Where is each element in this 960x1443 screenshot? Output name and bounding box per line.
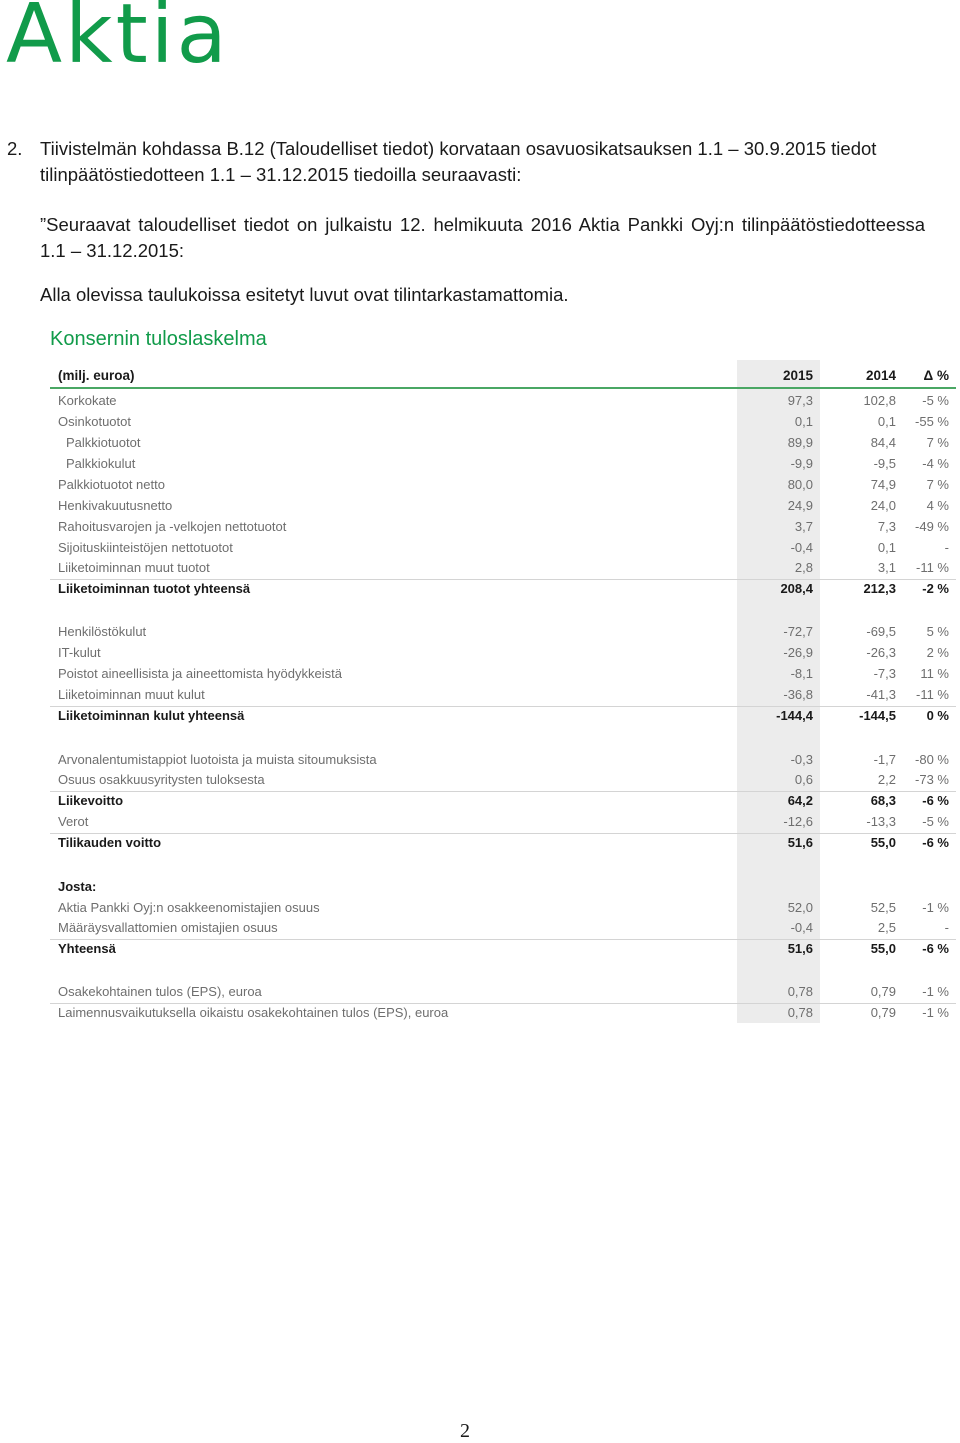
value-change: -55 % — [915, 414, 949, 429]
value-2015: 0,1 — [794, 414, 813, 429]
value-2014: 102,8 — [863, 393, 896, 408]
table-subheading — [50, 877, 956, 898]
value-change: 11 % — [920, 666, 949, 681]
table-row — [50, 475, 956, 496]
value-2015: 52,0 — [787, 900, 813, 915]
value-2015: 97,3 — [787, 393, 813, 408]
table-row — [50, 685, 956, 707]
row-label: Poistot aineellisista ja aineettomista hyödykkeistä — [58, 666, 342, 681]
value-2014: 212,3 — [863, 581, 896, 596]
value-2014: 0,1 — [877, 540, 896, 555]
row-label: Osinkotuotot — [58, 414, 131, 429]
table-row — [50, 412, 956, 433]
value-2015: 0,6 — [794, 772, 813, 787]
table-row — [50, 454, 956, 475]
table-row — [50, 643, 956, 664]
row-label: Osuus osakkuusyritysten tuloksesta — [58, 772, 265, 787]
page-number: 2 — [460, 1420, 470, 1442]
row-label: Korkokate — [58, 393, 117, 408]
table-row — [50, 918, 956, 940]
value-2014: 55,0 — [870, 941, 896, 956]
value-2014: 2,5 — [877, 920, 896, 935]
value-2014: 0,79 — [870, 984, 896, 999]
table-row — [50, 622, 956, 643]
value-2014: -144,5 — [859, 708, 896, 723]
row-label: Liiketoiminnan muut tuotot — [58, 560, 210, 575]
table-row — [50, 750, 956, 771]
value-2014: 7,3 — [877, 519, 896, 534]
row-label: Arvonalentumistappiot luotoista ja muista sitoumuksista — [58, 752, 377, 767]
value-2015: -12,6 — [783, 814, 813, 829]
table-row — [50, 982, 956, 1004]
value-change: 7 % — [926, 477, 949, 492]
value-change: - — [944, 540, 949, 555]
value-2015: -0,3 — [790, 752, 813, 767]
value-2014: -1,7 — [873, 752, 896, 767]
row-label: IT-kulut — [58, 645, 101, 660]
value-2014: 0,79 — [870, 1005, 896, 1020]
value-2014: -41,3 — [866, 687, 896, 702]
value-2014: 0,1 — [877, 414, 896, 429]
table-row — [50, 517, 956, 538]
value-2015: -144,4 — [776, 708, 813, 723]
row-label: Henkilöstökulut — [58, 624, 147, 639]
row-label: Määräysvallattomien omistajien osuus — [58, 920, 278, 935]
value-2014: 74,9 — [870, 477, 896, 492]
table-total-row — [50, 791, 956, 812]
value-2015: 0,78 — [787, 1005, 813, 1020]
value-change: -1 % — [922, 1005, 949, 1020]
header-unit-label: (milj. euroa) — [58, 368, 135, 383]
value-change: -2 % — [922, 581, 949, 596]
unaudited-note: Alla olevissa taulukoissa esitetyt luvut ovat tilintarkastamattomia. — [40, 284, 569, 305]
value-change: -5 % — [922, 393, 949, 408]
value-change: -73 % — [915, 772, 949, 787]
value-change: - — [944, 920, 949, 935]
value-2015: -8,1 — [790, 666, 813, 681]
value-2014: -26,3 — [866, 645, 896, 660]
value-2015: 0,78 — [787, 984, 813, 999]
table-row — [50, 812, 956, 834]
row-label: Laimennusvaikutuksella oikaistu osakekohtainen tulos (EPS), euroa — [58, 1005, 449, 1020]
value-change: -6 % — [922, 793, 949, 808]
value-2015: -0,4 — [790, 540, 813, 555]
row-label: Tilikauden voitto — [58, 835, 162, 850]
value-change: 0 % — [926, 708, 949, 723]
value-2014: 52,5 — [870, 900, 896, 915]
table-row — [50, 496, 956, 517]
table-row — [50, 433, 956, 454]
row-label: Aktia Pankki Oyj:n osakkeenomistajien osuus — [58, 900, 320, 915]
value-change: -80 % — [915, 752, 949, 767]
table-row — [50, 664, 956, 685]
value-change: 7 % — [926, 435, 949, 450]
header-2015: 2015 — [782, 368, 813, 383]
table-header — [50, 366, 956, 389]
value-2014: 55,0 — [870, 835, 896, 850]
row-label: Henkivakuutusnetto — [58, 498, 173, 513]
table-row — [50, 558, 956, 580]
value-2014: 24,0 — [870, 498, 896, 513]
value-2014: 3,1 — [877, 560, 896, 575]
value-2015: 208,4 — [780, 581, 813, 596]
row-label: Liikevoitto — [58, 793, 124, 808]
table-total-row — [50, 939, 956, 960]
value-2015: -72,7 — [783, 624, 813, 639]
quote-paragraph: ”Seuraavat taloudelliset tiedot on julkaistu 12. helmikuuta 2016 Aktia Pankki Oyj:n tilinpäätöstiedotteessa 1.1 – 31.12.2015: — [40, 214, 925, 261]
value-2014: 84,4 — [870, 435, 896, 450]
aktia-logo: Aktia — [6, 0, 230, 82]
value-2015: 89,9 — [787, 435, 813, 450]
value-2014: 2,2 — [877, 772, 896, 787]
value-2015: -36,8 — [783, 687, 813, 702]
value-2015: 3,7 — [794, 519, 813, 534]
value-2014: 68,3 — [870, 793, 896, 808]
value-2015: 51,6 — [787, 835, 813, 850]
table-row — [50, 898, 956, 919]
value-2015: 24,9 — [787, 498, 813, 513]
table-total-row — [50, 579, 956, 600]
row-label: Rahoitusvarojen ja -velkojen nettotuotot — [58, 519, 287, 534]
value-2015: -9,9 — [790, 456, 813, 471]
row-label: Liiketoiminnan kulut yhteensä — [58, 708, 245, 723]
value-2015: -26,9 — [783, 645, 813, 660]
value-change: -1 % — [922, 984, 949, 999]
value-2015: -0,4 — [790, 920, 813, 935]
value-change: -5 % — [922, 814, 949, 829]
row-label: Liiketoiminnan tuotot yhteensä — [58, 581, 251, 596]
row-label: Palkkiotuotot — [66, 435, 141, 450]
row-label: Osakekohtainen tulos (EPS), euroa — [58, 984, 262, 999]
table-row — [50, 538, 956, 559]
row-label: Josta: — [58, 879, 97, 894]
value-change: -11 % — [916, 687, 949, 702]
row-label: Liiketoiminnan muut kulut — [58, 687, 205, 702]
value-2014: -7,3 — [873, 666, 896, 681]
value-change: -6 % — [922, 835, 949, 850]
list-item-text: Tiivistelmän kohdassa B.12 (Taloudelliset tiedot) korvataan osavuosikatsauksen 1.1 – 30.9.2015 tiedot tilinpäätöstiedotteen 1.1 – 31.12.2015 tiedoilla seuraavasti: — [40, 138, 877, 185]
value-change: -6 % — [922, 941, 949, 956]
value-2015: 80,0 — [787, 477, 813, 492]
value-change: -1 % — [922, 900, 949, 915]
table-row — [50, 1003, 956, 1024]
list-item-number: 2. — [7, 138, 23, 159]
table-total-row — [50, 833, 956, 854]
value-2015: 64,2 — [787, 793, 813, 808]
header-change: Δ % — [923, 368, 949, 383]
value-change: -49 % — [915, 519, 949, 534]
value-2014: -13,3 — [866, 814, 896, 829]
row-label: Yhteensä — [58, 941, 116, 956]
row-label: Palkkiokulut — [66, 456, 136, 471]
value-change: 2 % — [926, 645, 949, 660]
value-change: 4 % — [926, 498, 949, 513]
row-label: Palkkiotuotot netto — [58, 477, 165, 492]
table-total-row — [50, 706, 956, 727]
value-change: -11 % — [916, 560, 949, 575]
value-2015: 51,6 — [787, 941, 813, 956]
row-label: Sijoituskiinteistöjen nettotuotot — [58, 540, 233, 555]
row-label: Verot — [58, 814, 89, 829]
table-row — [50, 770, 956, 792]
value-change: 5 % — [926, 624, 949, 639]
value-2014: -9,5 — [873, 456, 896, 471]
value-2015: 2,8 — [794, 560, 813, 575]
header-2014: 2014 — [865, 368, 896, 383]
table-title: Konsernin tuloslaskelma — [50, 328, 267, 350]
value-change: -4 % — [922, 456, 949, 471]
table-row — [50, 391, 956, 412]
value-2014: -69,5 — [866, 624, 896, 639]
